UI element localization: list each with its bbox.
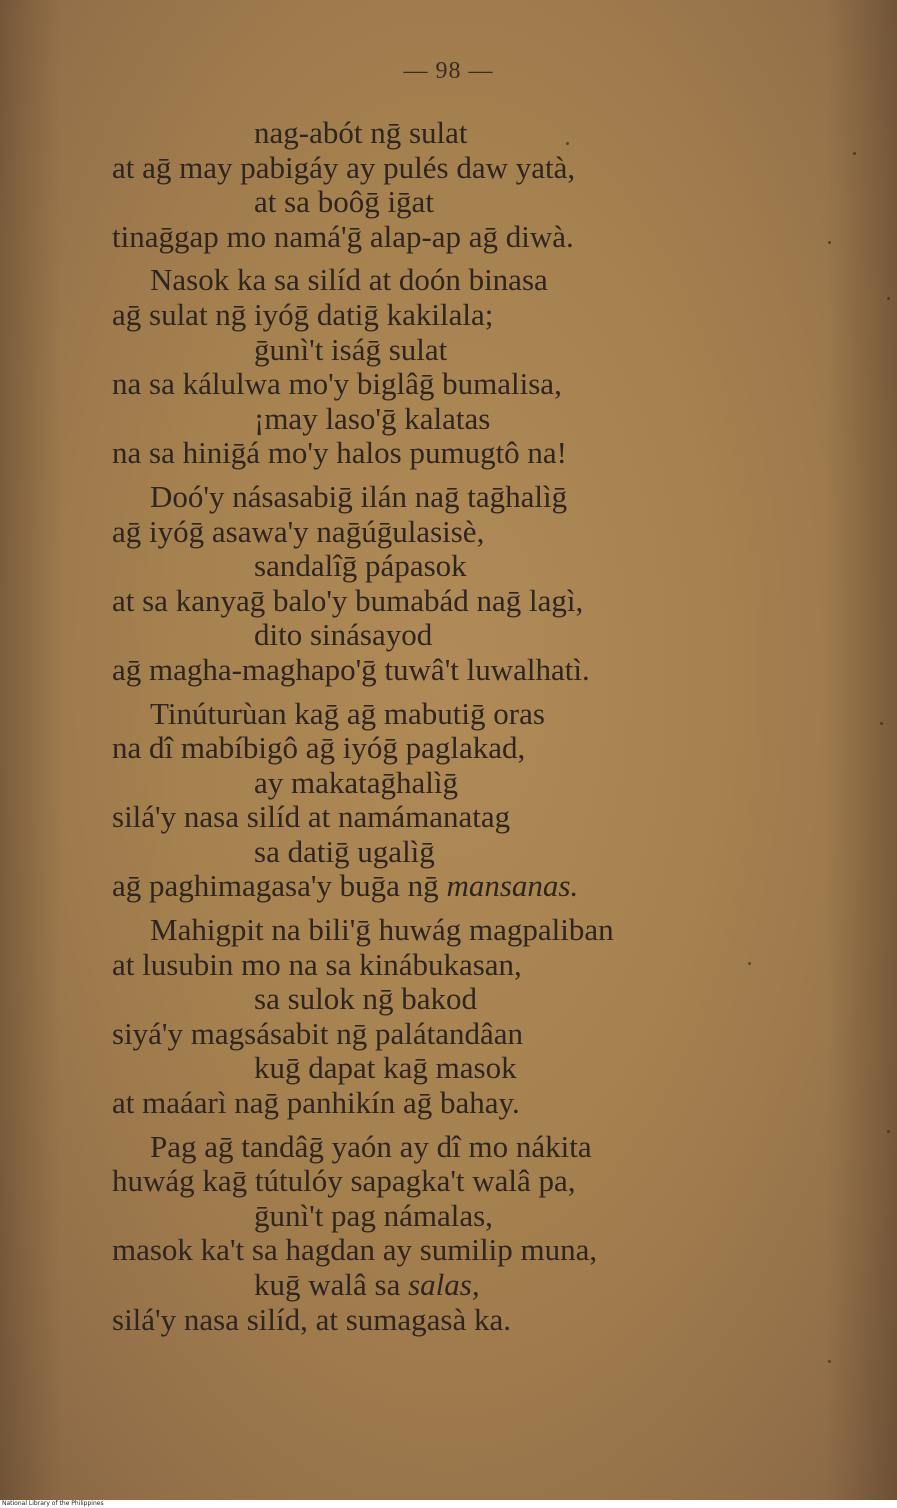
poem-line (112, 1164, 752, 1199)
poem-line (112, 1233, 752, 1268)
poem-line-text: sandalîḡ pápasok (254, 548, 467, 584)
poem-line (112, 333, 752, 368)
poem-line (112, 549, 752, 584)
poem-line (112, 185, 752, 220)
poem-line-text: Tinúturùan kaḡ aḡ mabutiḡ oras (150, 695, 545, 731)
poem-line-text: na sa hiniḡá mo'y halos pumugtô na! (112, 435, 568, 471)
poem-line (112, 1051, 752, 1086)
poem-line (112, 436, 752, 471)
ink-speck (880, 722, 883, 725)
poem-line-text: sa datiḡ ugalìḡ (254, 833, 435, 869)
poem-line (112, 1268, 752, 1303)
poem-line-text: kuḡ walâ sa (254, 1267, 409, 1302)
poem-line-text: na dî mabíbigô aḡ iyóḡ paglakad, (112, 730, 526, 766)
poem-line-text: Doó'y násasabiḡ ilán naḡ taḡhalìḡ (150, 478, 568, 514)
poem-line-text: aḡ paghimagasa'y buḡa nḡ (112, 868, 447, 904)
poem-line (112, 116, 752, 151)
ink-speck (853, 152, 856, 155)
poem-line-text: ḡunì't isáḡ sulat (254, 331, 448, 367)
poem-line-italic: mansanas. (446, 868, 579, 904)
ink-speck (887, 297, 890, 300)
poem-line (112, 869, 752, 904)
poem-line (112, 766, 752, 801)
ink-speck (748, 962, 751, 965)
poem-line-text: ḡunì't pag námalas, (254, 1197, 493, 1233)
page-number: — 98 — (403, 58, 494, 84)
poem-line (112, 653, 752, 688)
poem-line-text: at lusubin mo na sa kinábukasan, (112, 946, 522, 982)
stanza (112, 697, 752, 905)
ink-speck (828, 1360, 831, 1363)
ink-speck (828, 241, 831, 244)
poem-line (112, 584, 752, 619)
poem-line-text: ¡may laso'ḡ kalatas (254, 400, 491, 436)
poem-line-text: aḡ sulat nḡ iyóḡ datiḡ kakilala; (112, 296, 494, 332)
poem-line-text: silá'y nasa silíd at namámanatag (112, 799, 511, 835)
poem-line (112, 220, 752, 255)
poem-line-text: na sa kálulwa mo'y biglâḡ bumalisa, (112, 366, 562, 402)
poem-line-text: aḡ magha-maghapo'ḡ tuwâ't luwalhatì. (112, 651, 590, 687)
ink-speck (566, 142, 569, 145)
poem-line-text: huwág kaḡ tútulóy sapagka't walâ pa, (112, 1163, 576, 1199)
poem-line (112, 1199, 752, 1234)
poem-line (112, 367, 752, 402)
poem-line-text: silá'y nasa silíd, at sumagasà ka. (112, 1301, 512, 1337)
poem-line (112, 913, 752, 948)
poem-line-text: Nasok ka sa silíd at doón binasa (150, 262, 548, 298)
poem-line-text: at aḡ may pabigáy ay pulés daw yatà, (112, 149, 576, 185)
poem-line (112, 151, 752, 186)
poem-line-text: at sa kanyaḡ balo'y bumabád naḡ lagì, (112, 582, 584, 618)
poem-line (112, 618, 752, 653)
poem-line (112, 1130, 752, 1165)
poem-line-text: siyá'y magsásabit nḡ palátandâan (112, 1015, 524, 1051)
poem-line-italic: salas, (408, 1267, 480, 1302)
poem-line (112, 731, 752, 766)
poem-line (112, 263, 752, 298)
poem-line (112, 298, 752, 333)
poem-line (112, 480, 752, 515)
poem-line-text: at sa boôḡ iḡat (254, 184, 434, 220)
stanza (112, 263, 752, 471)
poem-line (112, 1086, 752, 1121)
poem-line (112, 800, 752, 835)
poem-line (112, 982, 752, 1017)
poem-line (112, 402, 752, 437)
stanza (112, 480, 752, 688)
poem-line-text: aḡ iyóḡ asawa'y naḡúḡulasisè, (112, 513, 485, 549)
poem-body (112, 116, 752, 1346)
poem-line-text: kuḡ dapat kaḡ masok (254, 1050, 517, 1086)
poem-line (112, 1017, 752, 1052)
poem-line-text: dito sinásayod (254, 617, 433, 653)
ink-speck (887, 1130, 890, 1133)
footer-credit: National Library of the Philippines (2, 1500, 897, 1508)
poem-line-text: masok ka't sa hagdan ay sumilip muna, (112, 1232, 598, 1268)
poem-line-text: Mahigpit na bili'ḡ huwág magpaliban (150, 912, 614, 948)
poem-line (112, 948, 752, 983)
stanza (112, 913, 752, 1121)
poem-line (112, 1303, 752, 1338)
poem-line (112, 515, 752, 550)
stanza (112, 1130, 752, 1338)
poem-line (112, 697, 752, 732)
poem-line-text: nag-abót nḡ sulat (254, 115, 468, 150)
stanza (112, 116, 752, 254)
poem-line-text: ay makataḡhalìḡ (254, 764, 458, 800)
poem-line-text: at maáarì naḡ panhikín aḡ bahay. (112, 1085, 520, 1121)
poem-line-text: sa sulok nḡ bakod (254, 981, 478, 1017)
poem-line-text: Pag aḡ tandâḡ yaón ay dî mo nákita (150, 1128, 592, 1164)
poem-line (112, 835, 752, 870)
poem-line-text: tinaḡgap mo namá'ḡ alap-ap aḡ diwà. (112, 218, 574, 254)
